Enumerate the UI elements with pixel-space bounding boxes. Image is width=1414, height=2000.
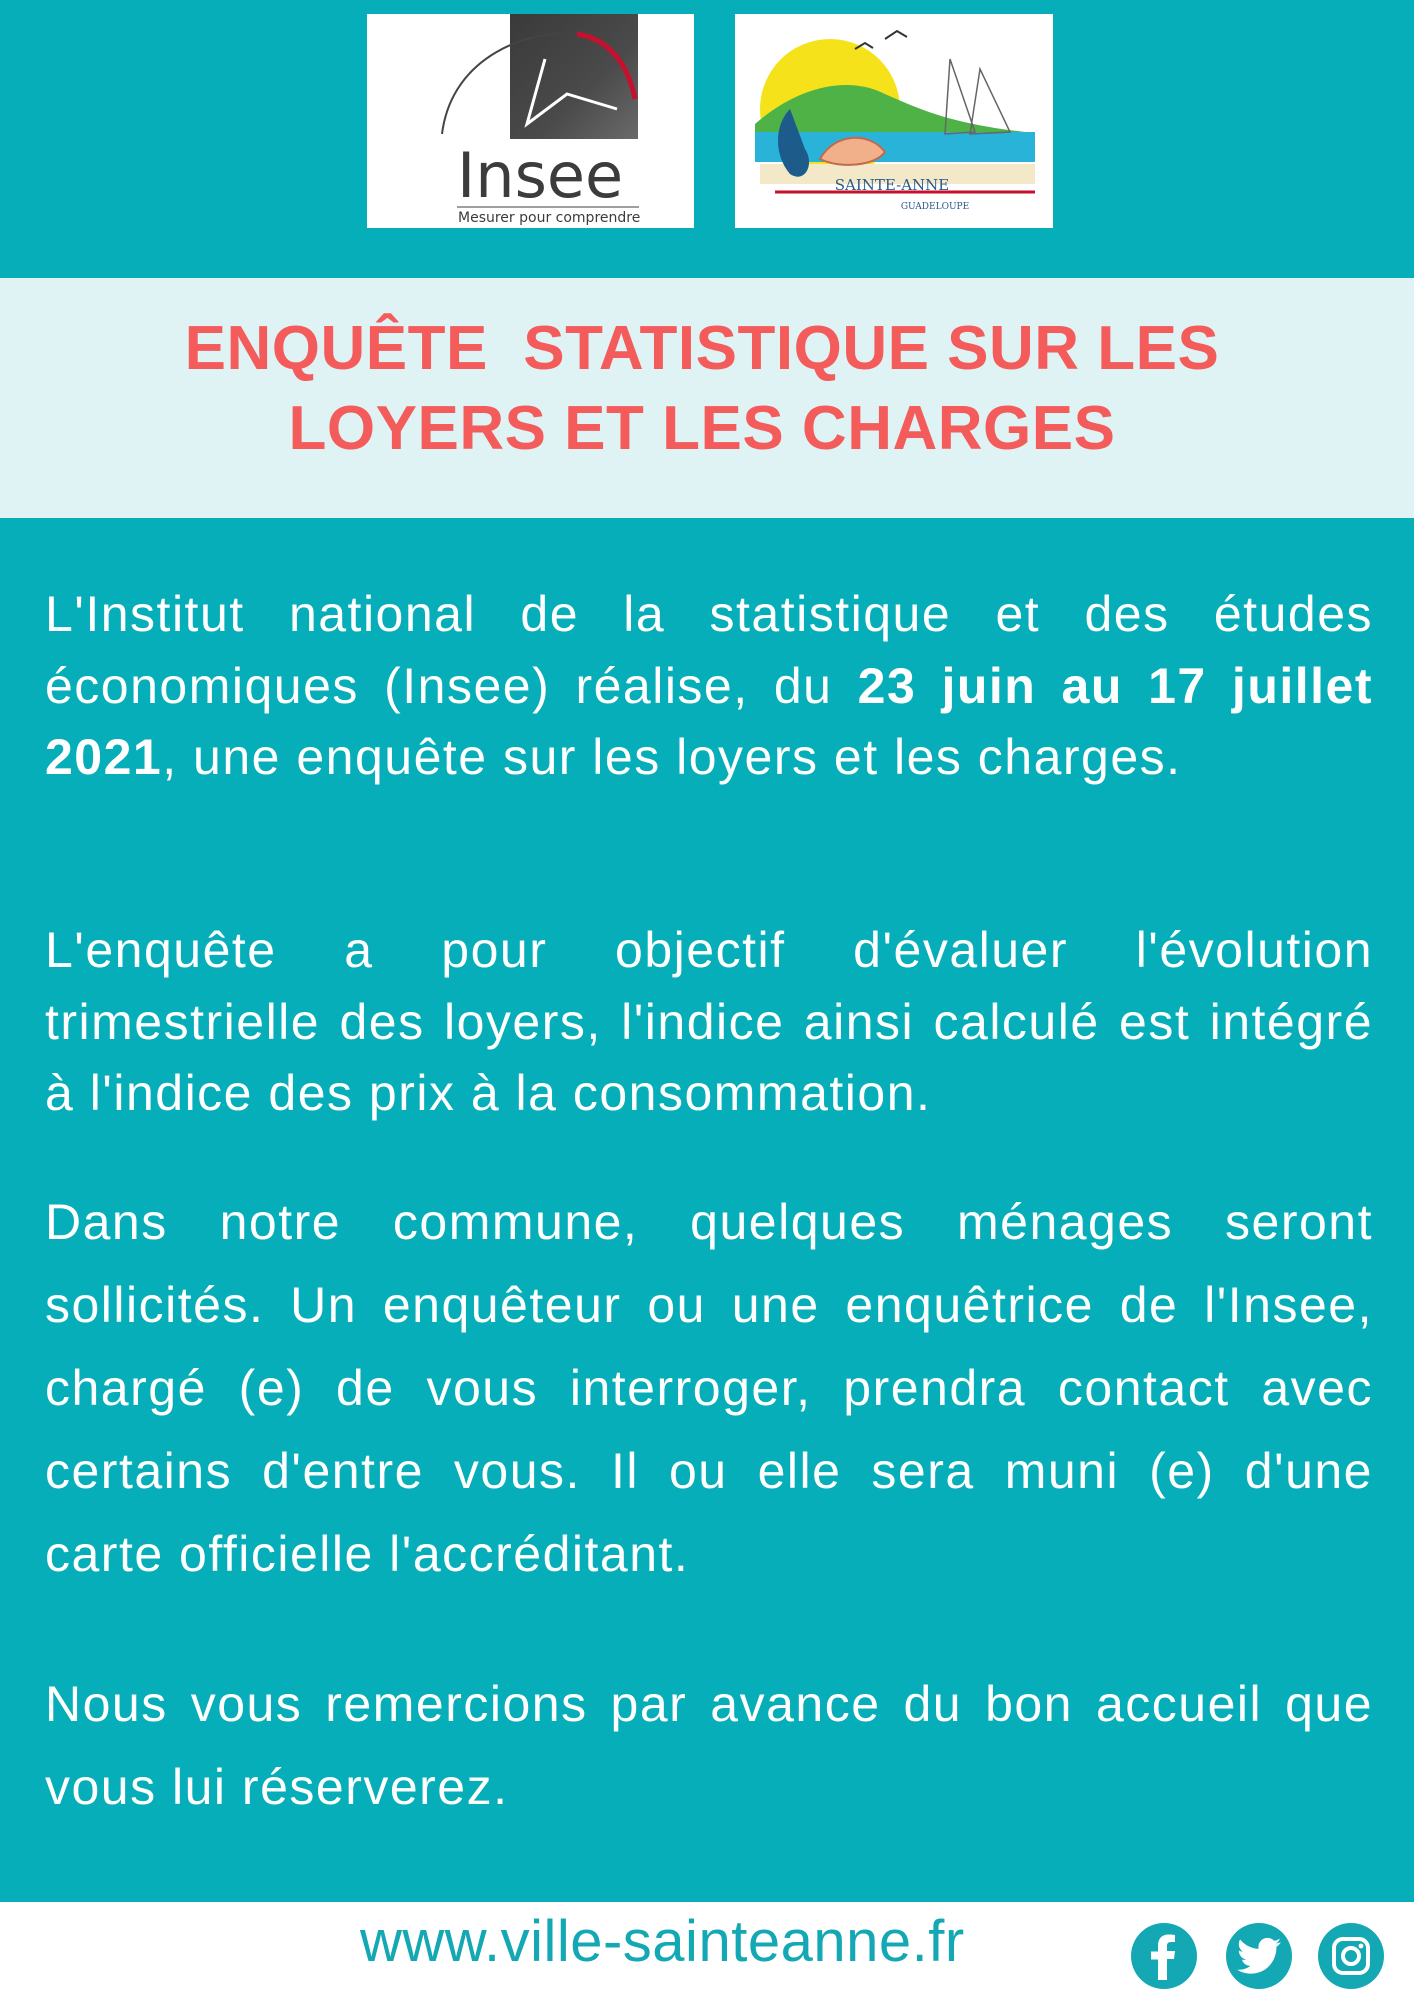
title-band [0, 278, 1414, 518]
objective-paragraph: L'enquête a pour objectif d'évaluer l'évolution trimestrielle des loyers, l'indice ainsi calculé est intégré à l'indice des prix à la consommation. [45, 922, 1373, 1121]
survey-dates: 23 juin au 17 juillet 2021 [45, 657, 1373, 785]
title-line-2: LOYERS ET LES CHARGES [288, 394, 1116, 463]
insee-logo [367, 14, 694, 228]
website-link[interactable]: www.ville-sainteanne.fr [360, 1909, 965, 1974]
sainte-anne-wordmark: SAINTE-ANNE [834, 176, 950, 194]
sainte-anne-logo [735, 14, 1053, 228]
guadeloupe-label: GUADELOUPE [900, 202, 970, 212]
facebook-icon[interactable] [1131, 1923, 1197, 1989]
twitter-icon[interactable] [1226, 1923, 1292, 1989]
thanks-paragraph: Nous vous remercions par avance du bon accueil que vous lui réserverez. [45, 1676, 1373, 1815]
intro-paragraph: L'Institut national de la statistique et des études économiques (Insee) réalise, du 23 juin au 17 juillet 2021, une enquête sur les loyers et les charges. [45, 586, 1373, 785]
instagram-icon[interactable] [1318, 1923, 1384, 1989]
insee-tagline: Mesurer pour comprendre [458, 210, 641, 226]
title-line-1: ENQUÊTE STATISTIQUE SUR LES [184, 314, 1220, 383]
footer [0, 1902, 1414, 2000]
insee-wordmark: Insee [457, 139, 624, 212]
commune-paragraph: Dans notre commune, quelques ménages seront sollicités. Un enquêteur ou une enquêtrice de l'Insee, chargé (e) de vous interroger, prendra contact avec certains d'entre vous. Il ou elle sera muni (e) d'une carte officielle l'accréditant. [45, 1194, 1373, 1582]
